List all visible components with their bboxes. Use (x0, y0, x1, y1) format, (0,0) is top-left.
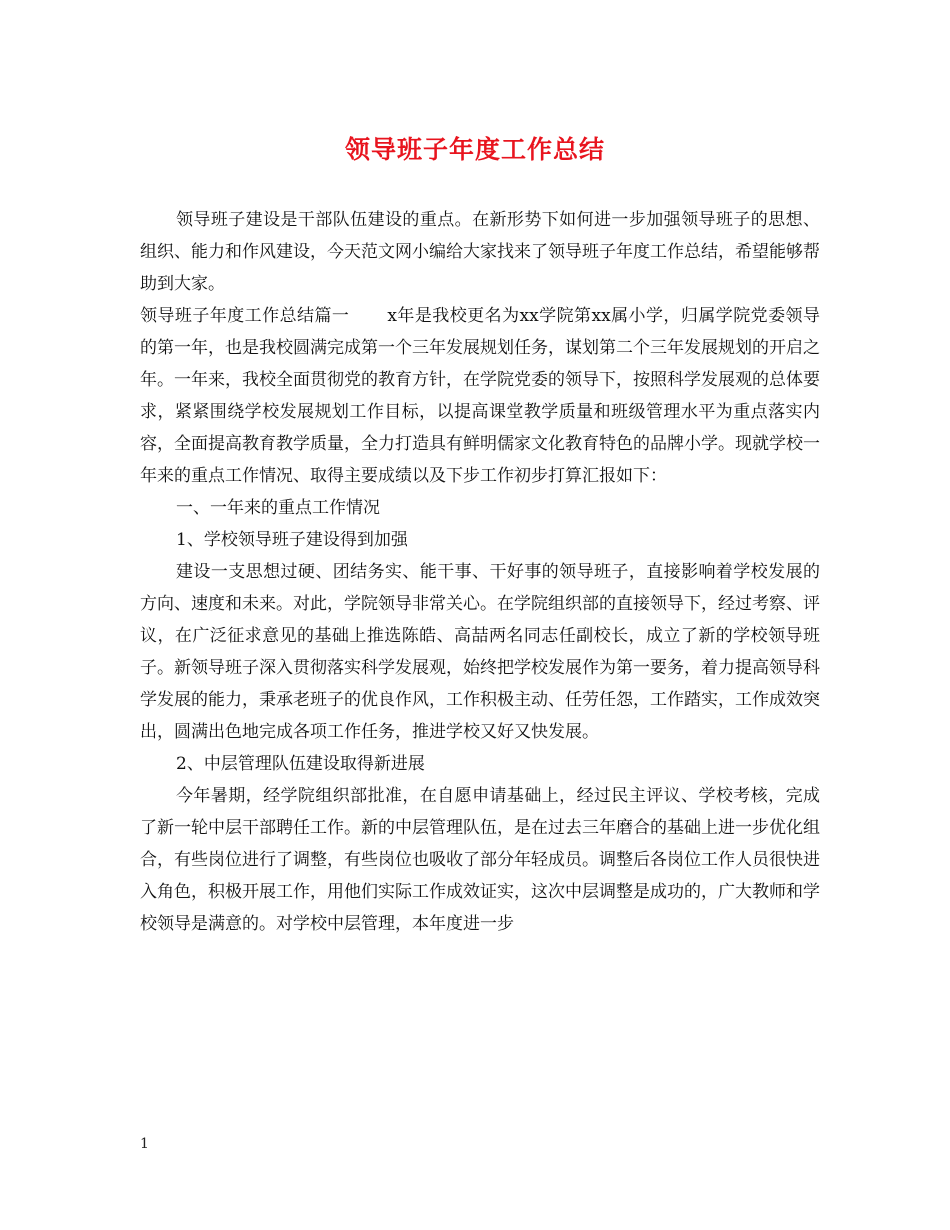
paragraph-2: 今年暑期，经学院组织部批准，在自愿申请基础上，经过民主评议、学校考核，完成了新一轮中层干部聘任工作。新的中层管理队伍，是在过去三年磨合的基础上进一步优化组合，有些岗位进行了调整，有些岗位也吸收了部分年轻成员。调整后各岗位工作人员很快进入角色，积极开展工作，用他们实际工作成效证实，这次中层调整是成功的，广大教师和学校领导是满意的。对学校中层管理，本年度进一步 (140, 786, 820, 934)
page-number: 1 (140, 1136, 149, 1152)
article-heading: 领导班子年度工作总结篇一 (140, 306, 350, 326)
article-lead-text: x年是我校更名为xx学院第xx属小学，归属学院党委领导的第一年，也是我校圆满完成第一个三年发展规划任务，谋划第二个三年发展规划的开启之年。一年来，我校全面贯彻党的教育方针，在学院党委的领导下，按照科学发展观的总体要求，紧紧围绕学校发展规划工作目标，以提高课堂教学质量和班级管理水平为重点落实内容，全面提高教育教学质量，全力打造具有鲜明儒家文化教育特色的品牌小学。现就学校一年来的重点工作情况、取得主要成绩以及下步工作初步打算汇报如下： (140, 306, 821, 486)
document-title: 领导班子年度工作总结 (344, 135, 605, 164)
paragraph-1: 建设一支思想过硬、团结务实、能干事、干好事的领导班子，直接影响着学校发展的方向、速度和未来。对此，学院领导非常关心。在学院组织部的直接领导下，经过考察、评议，在广泛征求意见的基础上推选陈皓、高喆两名同志任副校长，成立了新的学校领导班子。新领导班子深入贯彻落实科学发展观，始终把学校发展作为第一要务，着力提高领导科学发展的能力，秉承老班子的优良作风，工作积极主动、任劳任怨，工作踏实，工作成效突出，圆满出色地完成各项工作任务，推进学校又好又快发展。 (140, 562, 820, 742)
section-heading-1: 一、一年来的重点工作情况 (176, 498, 380, 518)
subheading-1: 1、学校领导班子建设得到加强 (176, 530, 408, 550)
article-lead-paragraph (140, 300, 820, 492)
intro-paragraph: 领导班子建设是干部队伍建设的重点。在新形势下如何进一步加强领导班子的思想、组织、能力和作风建设，今天范文网小编给大家找来了领导班子年度工作总结，希望能够帮助到大家。 (140, 210, 820, 294)
document-body (140, 204, 820, 940)
subheading-2: 2、中层管理队伍建设取得新进展 (176, 754, 425, 774)
